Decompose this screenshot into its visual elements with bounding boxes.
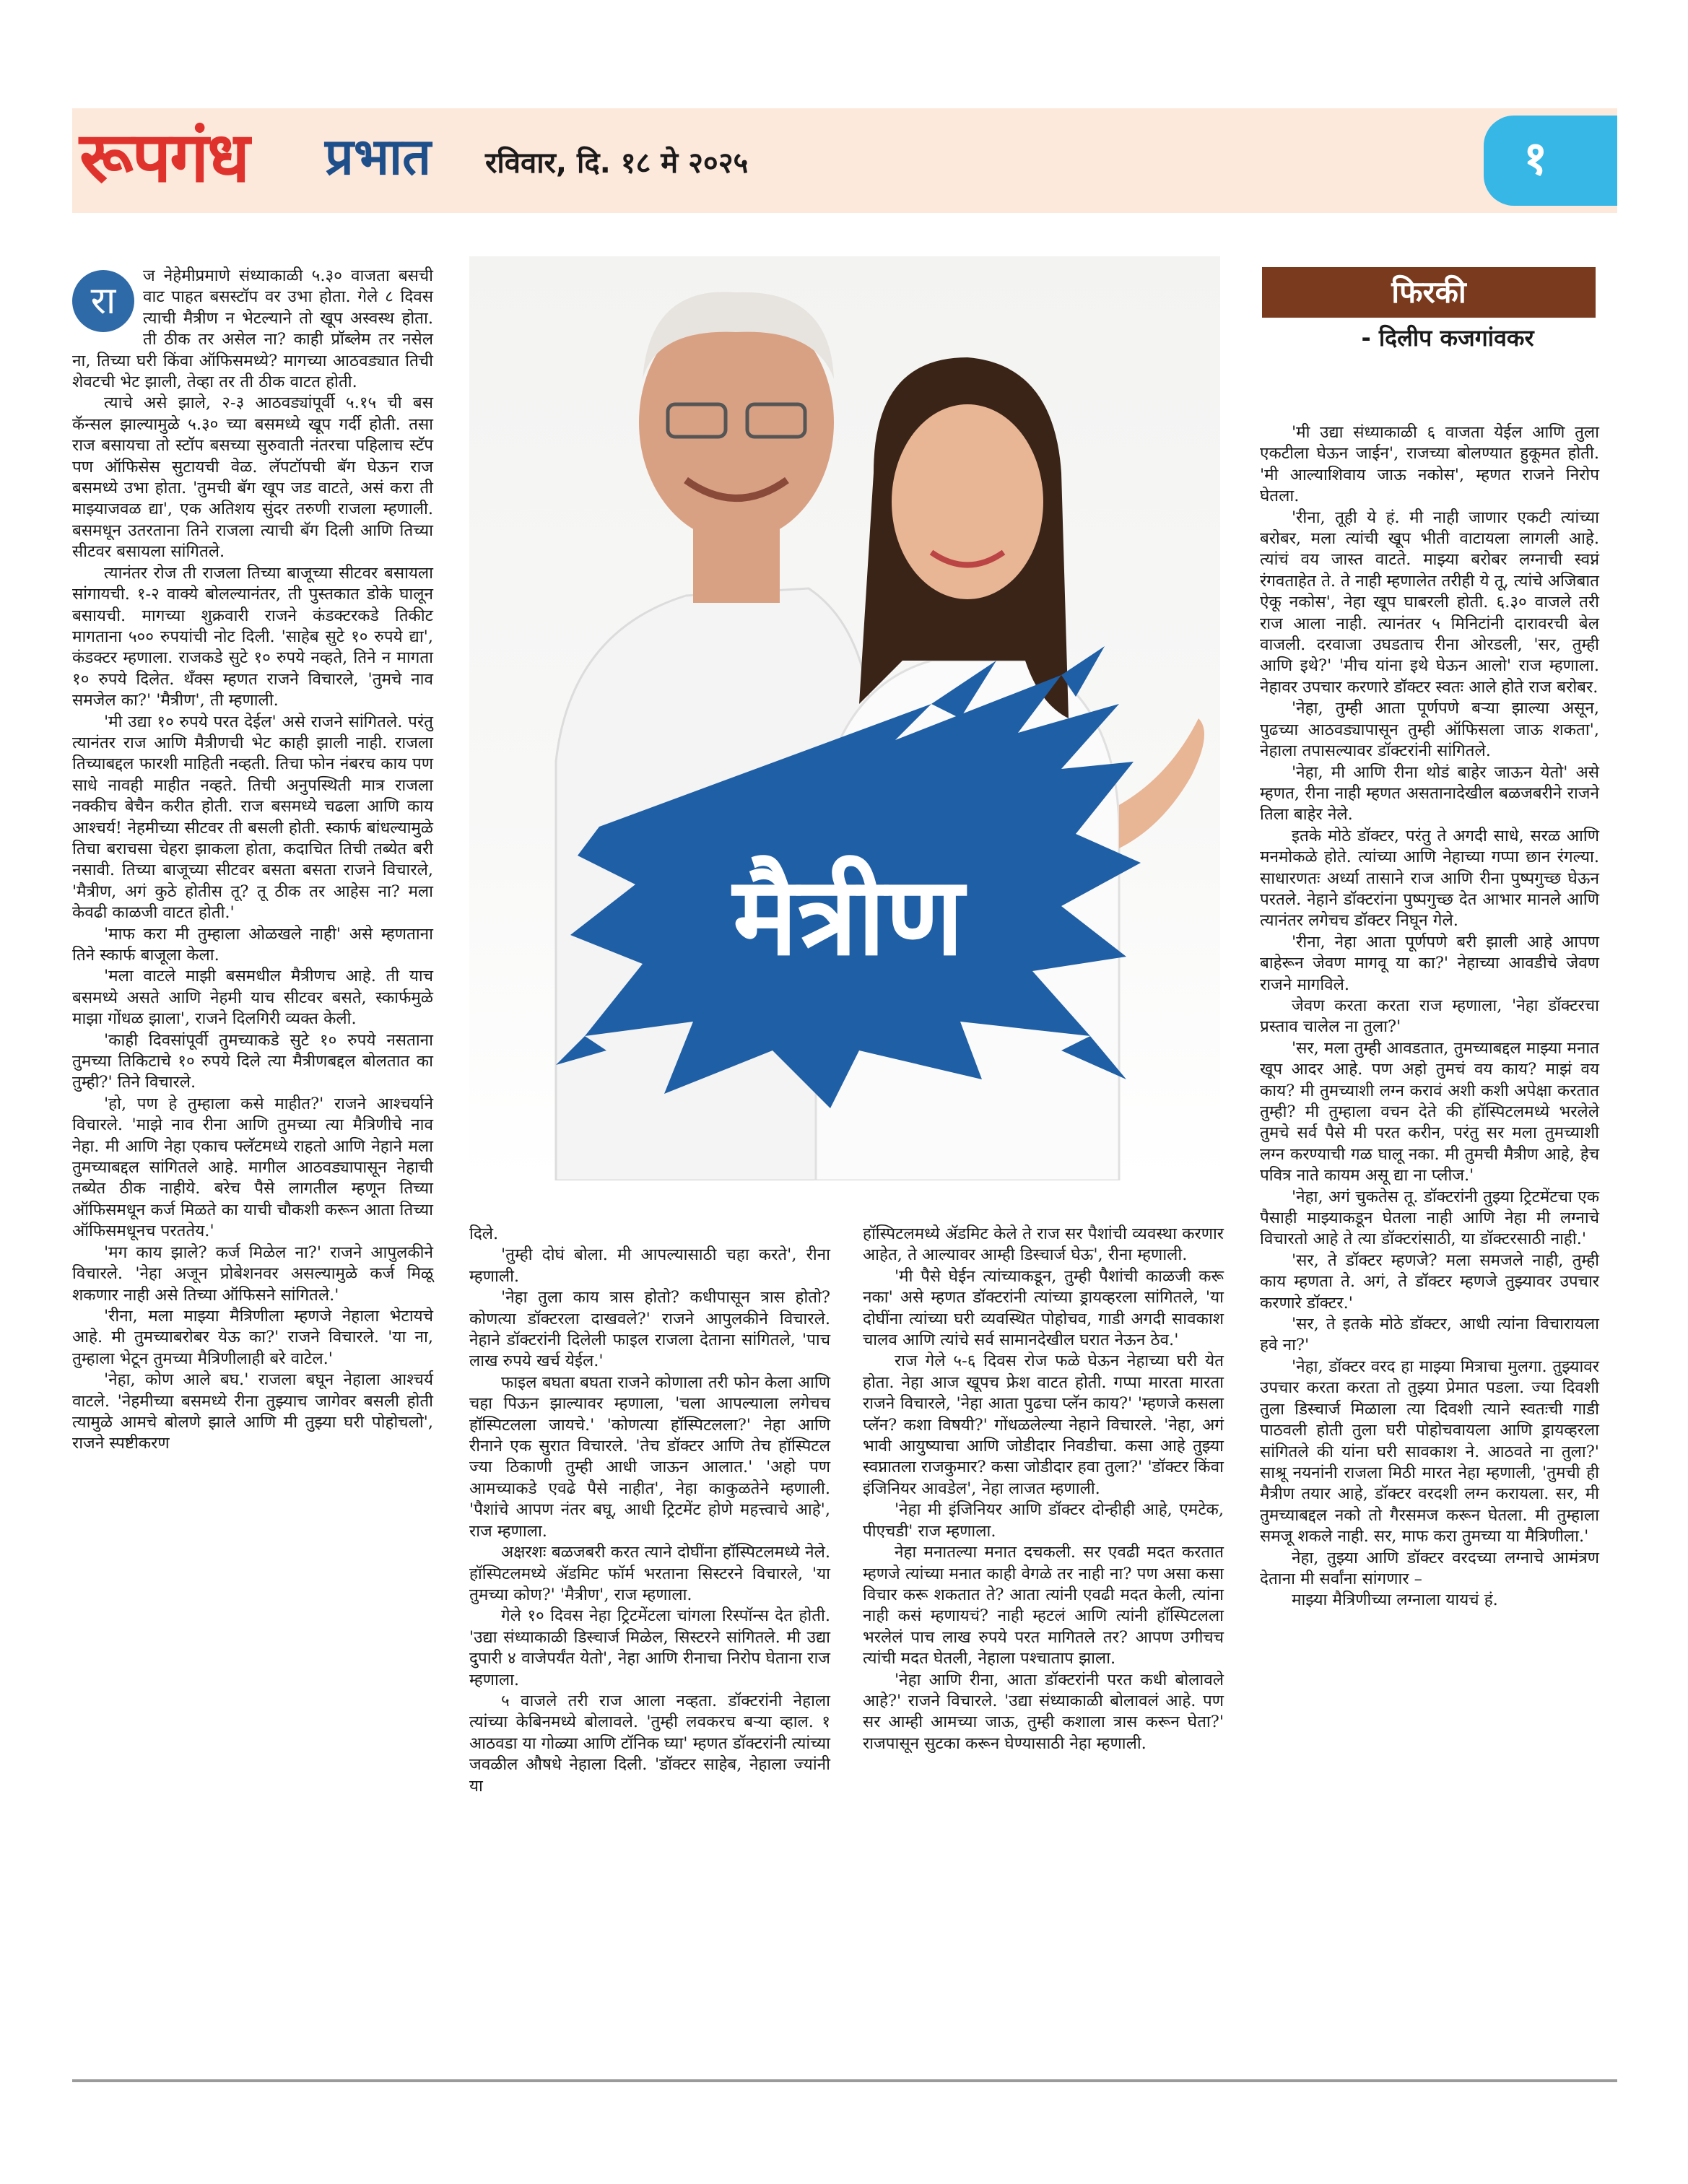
paragraph: 'सर, ते डॉक्टर म्हणजे? मला समजले नाही, तुम्ही काय म्हणता ते. अगं, ते डॉक्टर म्हणजे तुझ्यावर उपचार करणारे डॉक्टर.' — [1260, 1250, 1599, 1313]
paragraph: 'तुम्ही दोघं बोला. मी आपल्यासाठी चहा करते', रीना म्हणाली. — [469, 1245, 830, 1286]
paragraph: दिले. — [469, 1224, 499, 1243]
story-column-2 — [469, 1224, 830, 1797]
paragraph: 'रीना, तूही ये हं. मी नाही जाणार एकटी त्यांच्या बरोबर, मला त्यांची खूप भीती वाटायला लागली आहे. त्यांचं वय जास्त वाटते. माझ्या बरोबर लग्नाची स्वप्नं रंगवताहेत ते. ते नाही म्हणालेत तरीही ये तू, त्यांचे अजिबात ऐकू नकोस', नेहा खूप घाबरली होती. ६.३० वाजले तरी राज आला नाही. त्यानंतर ५ मिनिटांनी दारावरची बेल वाजली. दरवाजा उघडताच रीना ओरडली, 'सर, तुम्ही आणि इथे?' 'मीच यांना इथे घेऊन आलो' राज म्हणाला. नेहावर उपचार करणारे डॉक्टर स्वतः आले होते राज बरोबर. — [1260, 508, 1599, 697]
paragraph: अक्षरशः बळजबरी करत त्याने दोघींना हॉस्पिटलमध्ये नेले. हॉस्पिटलमध्ये ॲडमिट फॉर्म भरताना सिस्टरने विचारले, 'या तुमच्या कोण?' 'मैत्रीण', राज म्हणाला. — [469, 1543, 830, 1604]
page-number: १ — [1523, 132, 1548, 186]
paragraph: 'नेहा, मी आणि रीना थोडं बाहेर जाऊन येतो' असे म्हणत, रीना नाही म्हणत असतानादेखील बळजबरीने राजने तिला बाहेर नेले. — [1260, 762, 1599, 825]
paragraph: 'नेहा, कोण आले बघ.' राजला बघून नेहाला आश्चर्य वाटले. 'नेहमीच्या बसमध्ये रीना तुझ्याच जागेवर बसली होती त्यामुळे आमचे बोलणे झाले आणि मी तुझ्या घरी पोहोचलो', राजने स्पष्टीकरण — [72, 1370, 433, 1453]
paragraph: 'मी उद्या १० रुपये परत देईल' असे राजने सांगितले. परंतु त्यानंतर राज आणि मैत्रीणची भेट काही झाली नाही. राजला तिच्याबद्दल फारशी माहिती नव्हती. तिचा फोन नंबरच काय पण साधे नावही माहीत नव्हते. तिची अनुपस्थिती मात्र राजला नक्कीच बेचैन करीत होती. राज बसमध्ये चढला आणि काय आश्चर्य! नेहमीच्या सीटवर ती बसली होती. स्कार्फ बांधल्यामुळे तिचा बराचसा चेहरा झाकला होता, कदाचित तिची तब्येत बरी नसावी. तिच्या बाजूच्या सीटवर बसता बसता राजने विचारले, 'मैत्रीण, अगं कुठे होतीस तू? तू ठीक तर आहेस ना? मला केवढी काळजी वाटत होती.' — [72, 712, 433, 923]
paragraph: राज गेले ५-६ दिवस रोज फळे घेऊन नेहाच्या घरी येत होता. नेहा आज खूपच फ्रेश वाटत होती. गप्पा मारता मारता राजने विचारले, 'नेहा आता पुढचा प्लॅन काय?' 'म्हणजे कसला प्लॅन? कशा विषयी?' गोंधळलेल्या नेहाने विचारले. 'नेहा, अगं भावी आयुष्याचा आणि जोडीदार निवडीचा. कसा आहे तुझ्या स्वप्नातला राजकुमार? कसा जोडीदार हवा तुला?' 'डॉक्टर किंवा इंजिनियर आवडेल', नेहा लाजत म्हणाली. — [863, 1352, 1224, 1498]
paragraph: ५ वाजले तरी राज आला नव्हता. डॉक्टरांनी नेहाला त्यांच्या केबिनमध्ये बोलावले. 'तुम्ही लवकरच बऱ्या व्हाल. १ आठवडा या गोळ्या आणि टॉनिक घ्या' म्हणत डॉक्टरांनी त्यांच्या जवळील औषधे नेहाला दिली. 'डॉक्टर साहेब, नेहाला ज्यांनी या — [469, 1691, 830, 1796]
paragraph: 'मग काय झाले? कर्ज मिळेल ना?' राजने आपुलकीने विचारले. 'नेहा अजून प्रोबेशनवर असल्यामुळे कर्ज मिळू शकणार नाही असे तिच्या ऑफिसने सांगितले.' — [72, 1243, 433, 1305]
paragraph: हॉस्पिटलमध्ये ॲडमिट केले ते राज सर पैशांची व्यवस्था करणार आहेत, ते आल्यावर आम्ही डिस्चार्ज घेऊ', रीना म्हणाली. — [863, 1224, 1224, 1265]
paragraph: 'रीना, मला माझ्या मैत्रिणीला म्हणजे नेहाला भेटायचे आहे. मी तुमच्याबरोबर येऊ का?' राजने विचारले. 'या ना, तुम्हाला भेटून तुमच्या मैत्रिणीलाही बरे वाटेल.' — [72, 1306, 433, 1368]
paragraph: 'नेहा मी इंजिनियर आणि डॉक्टर दोन्हीही आहे, एमटेक, पीएचडी' राज म्हणाला. — [863, 1500, 1224, 1541]
story-photo — [469, 256, 1220, 1180]
paragraph: नेहा, तुझ्या आणि डॉक्टर वरदच्या लग्नाचे आमंत्रण देताना मी सर्वांना सांगणार – — [1260, 1548, 1599, 1588]
paragraph: नेहा मनातल्या मनात दचकली. सर एवढी मदत करतात म्हणजे त्यांच्या मनात काही वेगळे तर नाही ना? पण असा कसा विचार करू शकतात ते? आता त्यांनी एवढी मदत केली, त्यांना नाही कसं म्हणायचं? नाही म्हटलं आणि त्यांनी हॉस्पिटलला भरलेलं पाच लाख रुपये परत मागितले तर? आपण उगीचच त्यांची मदत घेतली, नेहाला पश्चाताप झाला. — [863, 1543, 1224, 1669]
paragraph: फाइल बघता बघता राजने कोणाला तरी फोन केला आणि चहा पिऊन झाल्यावर म्हणाला, 'चला आपल्याला लगेचच हॉस्पिटलला जायचे.' 'कोणत्या हॉस्पिटलला?' नेहा आणि रीनाने एक सुरात विचारले. 'तेच डॉक्टर आणि तेच हॉस्पिटल ज्या ठिकाणी तुम्ही आधी जाऊन आलात.' 'अहो पण आमच्याकडे एवढे पैसे नाहीत', नेहा काकुळतेने म्हणाली. 'पैशांचे आपण नंतर बघू, आधी ट्रिटमेंट होणे महत्त्वाचे आहे', राज म्हणाला. — [469, 1372, 830, 1541]
column-name: फिरकी — [1391, 274, 1466, 310]
paragraph: गेले १० दिवस नेहा ट्रिटमेंटला चांगला रिस्पॉन्स देत होती. 'उद्या संध्याकाळी डिस्चार्ज मिळेल, सिस्टरने सांगितले. मी उद्या दुपारी ४ वाजेपर्यंत येतो', नेहा आणि रीनाचा निरोप घेताना राज म्हणाला. — [469, 1606, 830, 1689]
newspaper-logo: प्रभात — [325, 127, 432, 186]
paragraph: त्याचे असे झाले, २-३ आठवड्यांपूर्वी ५.१५ ची बस कॅन्सल झाल्यामुळे ५.३० च्या बसमध्ये खूप गर्दी होती. तसा राज बसायचा तो स्टॉप बसच्या सुरुवाती नंतरचा पहिलाच स्टॅप पण ऑफिसेस सुटायची वेळ. लॅपटॉपची बॅग घेऊन राज बसमध्ये उभा होता. 'तुमची बॅग खूप जड वाटते, असं करा ती माझ्याजवळ द्या', एक अतिशय सुंदर तरुणी राजला म्हणाली. बसमधून उतरताना तिने राजला त्याची बॅग दिली आणि तिच्या सीटवर बसायला सांगितले. — [72, 393, 433, 562]
paragraph: इतके मोठे डॉक्टर, परंतु ते अगदी साधे, सरळ आणि मनमोकळे होते. त्यांच्या आणि नेहाच्या गप्पा छान रंगल्या. साधारणतः अर्ध्या तासाने राज आणि रीना पुष्पगुच्छ घेऊन परतले. नेहाने डॉक्टरांना पुष्पगुच्छ देत आभार मानले आणि त्यानंतर लगेचच डॉक्टर निघून गेले. — [1260, 826, 1599, 931]
masthead-band — [72, 108, 1617, 213]
page-number-badge — [1484, 116, 1617, 206]
paragraph: 'नेहा, तुम्ही आता पूर्णपणे बऱ्या झाल्या असून, पुढच्या आठवड्यापासून तुम्ही ऑफिसला जाऊ शकता', नेहाला तपासल्यावर डॉक्टरांनी सांगितले. — [1260, 699, 1599, 761]
paragraph: 'मी उद्या संध्याकाळी ६ वाजता येईल आणि तुला एकटीला घेऊन जाईन', राजच्या बोलण्यात हुकूमत होती. 'मी आल्याशिवाय जाऊ नकोस', म्हणत राजने निरोप घेतला. — [1260, 423, 1599, 506]
paragraph: माझ्या मैत्रिणीच्या लग्नाला यायचं हं. — [1292, 1591, 1498, 1610]
story-headline: मैत्रीण — [733, 854, 964, 980]
paragraph: 'नेहा तुला काय त्रास होतो? कधीपासून त्रास होतो? कोणत्या डॉक्टरला दाखवले?' राजने आपुलकीने विचारले. नेहाने डॉक्टरांनी दिलेली फाइल राजला देताना सांगितले, 'पाच लाख रुपये खर्च येईल.' — [469, 1288, 830, 1371]
bottom-rule — [72, 2079, 1617, 2082]
story-column-1 — [72, 266, 433, 1455]
paragraph: 'काही दिवसांपूर्वी तुमच्याकडे सुटे १० रुपये नसताना तुमच्या तिकिटाचे १० रुपये दिले त्या मैत्रीणबद्दल बोलतात का तुम्ही?' तिने विचारले. — [72, 1030, 433, 1092]
paragraph: 'नेहा, अगं चुकतेस तू. डॉक्टरांनी तुझ्या ट्रिटमेंटचा एक पैसाही माझ्याकडून घेतला नाही आणि नेहा मी लग्नाचे विचारतो आहे ते त्या डॉक्टरांसाठी, या डॉक्टरसाठी नाही.' — [1260, 1187, 1599, 1249]
paragraph: 'मला वाटले माझी बसमधील मैत्रीणच आहे. ती याच बसमध्ये असते आणि नेहमी याच सीटवर बसते, स्कार्फमुळे माझा गोंधळ झाला', राजने दिलगिरी व्यक्त केली. — [72, 967, 433, 1029]
supplement-logo: रूपगंध — [79, 116, 249, 198]
issue-date: रविवार, दि. १८ मे २०२५ — [485, 147, 749, 180]
column-author: - दिलीप कजगांवकर — [1361, 324, 1534, 352]
paragraph: 'सर, ते इतके मोठे डॉक्टर, आधी त्यांना विचारायला हवे ना?' — [1260, 1315, 1599, 1355]
paragraph: 'हो, पण हे तुम्हाला कसे माहीत?' राजने आश्चर्याने विचारले. 'माझे नाव रीना आणि तुमच्या त्या मैत्रिणीचे नाव नेहा. मी आणि नेहा एकाच फ्लॅटमध्ये राहतो आणि नेहाने मला तुमच्याबद्दल सांगितले आहे. मागील आठवड्यापासून नेहाची तब्येत ठीक नाहीये. बरेच पैसे लागतील म्हणून तिच्या ऑफिसमधून कर्ज मिळते का याची चौकशी करून आता तिच्या ऑफिसमधूनच परततेय.' — [72, 1094, 433, 1241]
drop-cap: रा — [72, 270, 134, 332]
story-column-4 — [1260, 422, 1599, 1611]
paragraph: 'माफ करा मी तुम्हाला ओळखले नाही' असे म्हणताना तिने स्कार्फ बाजूला केला. — [72, 924, 433, 965]
story-column-3 — [863, 1224, 1224, 1754]
paragraph: 'रीना, नेहा आता पूर्णपणे बरी झाली आहे आपण बाहेरून जेवण मागवू या का?' नेहाच्या आवडीचे जेवण राजने मागविले. — [1260, 932, 1599, 994]
paragraph: त्यानंतर रोज ती राजला तिच्या बाजूच्या सीटवर बसायला सांगायची. १-२ वाक्ये बोलल्यानंतर, ती पुस्तकात डोके घालून बसायची. मागच्या शुक्रवारी राजने कंडक्टरकडे तिकीट मागताना ५०० रुपयांची नोट दिली. 'साहेब सुटे १० रुपये द्या', कंडक्टर म्हणाला. राजकडे सुटे १० रुपये नव्हते, तिने न मागता १० रुपये दिलेत. थँक्स म्हणत राजने विचारले, 'तुमचे नाव समजेल का?' 'मैत्रीण', ती म्हणाली. — [72, 563, 433, 710]
paragraph: ज नेहेमीप्रमाणे संध्याकाळी ५.३० वाजता बसची वाट पाहत बसस्टॉप वर उभा होता. गेले ८ दिवस त्याची मैत्रीण न भेटल्याने तो खूप अस्वस्थ होता. ती ठीक तर असेल ना? काही प्रॉब्लेम तर नसेल ना, तिच्या घरी किंवा ऑफिसमध्ये? मागच्या आठवड्यात तिची शेवटची भेट झाली, तेव्हा तर ती ठीक वाटत होती. — [72, 266, 433, 392]
paragraph: जेवण करता करता राज म्हणाला, 'नेहा डॉक्टरचा प्रस्ताव चालेल ना तुला?' — [1260, 996, 1599, 1037]
paragraph: 'सर, मला तुम्ही आवडतात, तुमच्याबद्दल माझ्या मनात खूप आदर आहे. पण अहो तुमचं वय काय? माझं वय काय? मी तुमच्याशी लग्न करावं अशी कशी अपेक्षा करतात तुम्ही? मी तुम्हाला वचन देते की हॉस्पिटलमध्ये भरलेले तुमचे सर्व पैसे मी परत करीन, परंतु सर मला तुमच्याशी लग्न करण्याची गळ घालू नका. मी तुमची मैत्रीण आहे, हेच पवित्र नाते कायम असू द्या ना प्लीज.' — [1260, 1038, 1600, 1185]
paragraph: 'मी पैसे घेईन त्यांच्याकडून, तुम्ही पैशांची काळजी करू नका' असे म्हणत डॉक्टरांनी त्यांच्या ड्रायव्हरला सांगितले, 'या दोघींना त्यांच्या घरी व्यवस्थित पोहोचव, गाडी अगदी सावकाश चालव आणि त्यांचे सर्व सामानदेखील घरात नेऊन ठेव.' — [863, 1266, 1224, 1350]
paragraph: 'नेहा आणि रीना, आता डॉक्टरांनी परत कधी बोलावले आहे?' राजने विचारले. 'उद्या संध्याकाळी बोलावलं आहे. पण सर आम्ही आमच्या जाऊ, तुम्ही कशाला त्रास करून घेता?' राजपासून सुटका करून घेण्यासाठी नेहा म्हणाली. — [863, 1670, 1224, 1753]
paragraph: 'नेहा, डॉक्टर वरद हा माझ्या मित्राचा मुलगा. तुझ्यावर उपचार करता करता तो तुझ्या प्रेमात पडला. ज्या दिवशी तुला डिस्चार्ज मिळाला त्या दिवशी त्याने स्वतःची गाडी पाठवली होती तुला घरी पोहोचवायला आणि ड्रायव्हरला सांगितले की यांना घरी सावकाश ने. आठवते ना तुला?' साश्रू नयनांनी राजला मिठी मारत नेहा म्हणाली, 'तुमची ही मैत्रीण तयार आहे, डॉक्टर वरदशी लग्न करायला. सर, मी तुमच्याबद्दल नको तो गैरसमज करून घेतला. मी तुम्हाला समजू शकले नाही. सर, माफ करा तुमच्या या मैत्रिणीला.' — [1260, 1357, 1599, 1546]
